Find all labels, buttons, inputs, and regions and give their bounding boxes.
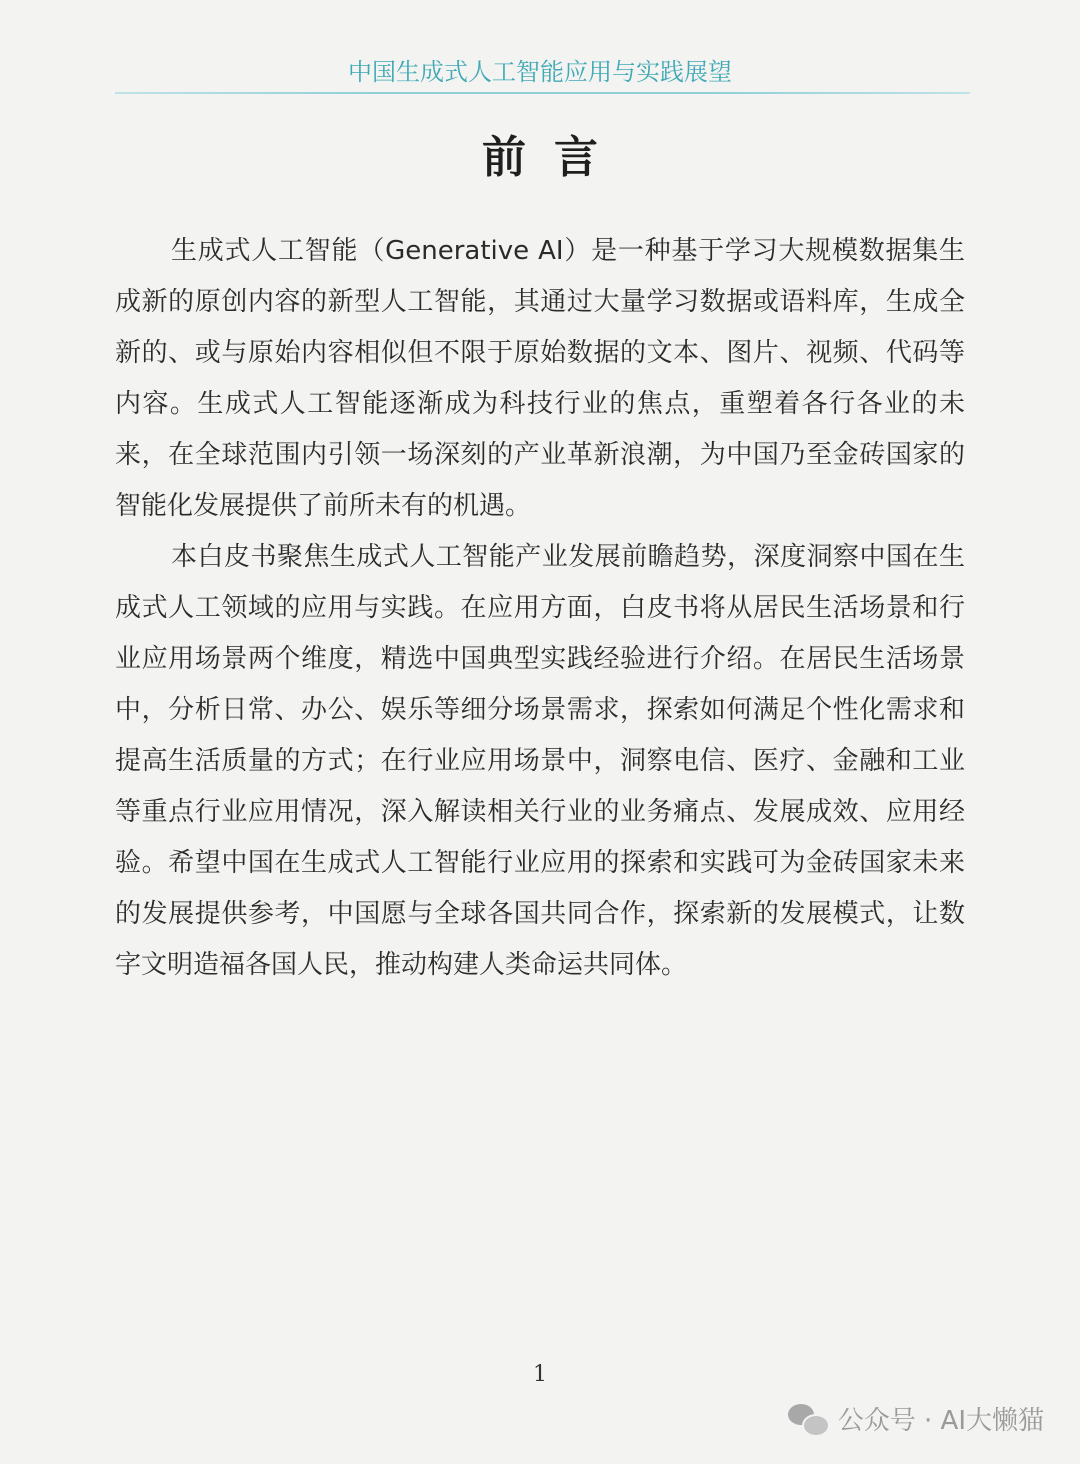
watermark bbox=[788, 1400, 1044, 1437]
preface-body bbox=[115, 226, 965, 991]
running-header: 中国生成式人工智能应用与实践展望 bbox=[348, 58, 732, 86]
page-title: 前言 bbox=[482, 132, 626, 183]
wechat-icon bbox=[788, 1402, 828, 1436]
header-divider bbox=[115, 92, 970, 94]
watermark-text: 公众号 · AI大懒猫 bbox=[837, 1406, 1044, 1436]
page-number: 1 bbox=[533, 1362, 547, 1387]
paragraph-2: 本白皮书聚焦生成式人工智能产业发展前瞻趋势，深度洞察中国在生成式人工领域的应用与实践。在应用方面，白皮书将从居民生活场景和行业应用场景两个维度，精选中国典型实践经验进行介绍。在居民生活场景中，分析日常、办公、娱乐等细分场景需求，探索如何满足个性化需求和提高生活质量的方式；在行业应用场景中，洞察电信、医疗、金融和工业等重点行业应用情况，深入解读相关行业的业务痛点、发展成效、应用经验。希望中国在生成式人工智能行业应用的探索和实践可为金砖国家未来的发展提供参考，中国愿与全球各国共同合作，探索新的发展模式，让数字文明造福各国人民，推动构建人类命运共同体。 bbox=[115, 542, 965, 980]
paragraph-1: 生成式人工智能（Generative AI）是一种基于学习大规模数据集生成新的原创内容的新型人工智能，其通过大量学习数据或语料库，生成全新的、或与原始内容相似但不限于原始数据的文本、图片、视频、代码等内容。生成式人工智能逐渐成为科技行业的焦点，重塑着各行各业的未来，在全球范围内引领一场深刻的产业革新浪潮，为中国乃至金砖国家的智能化发展提供了前所未有的机遇。 bbox=[115, 236, 965, 521]
